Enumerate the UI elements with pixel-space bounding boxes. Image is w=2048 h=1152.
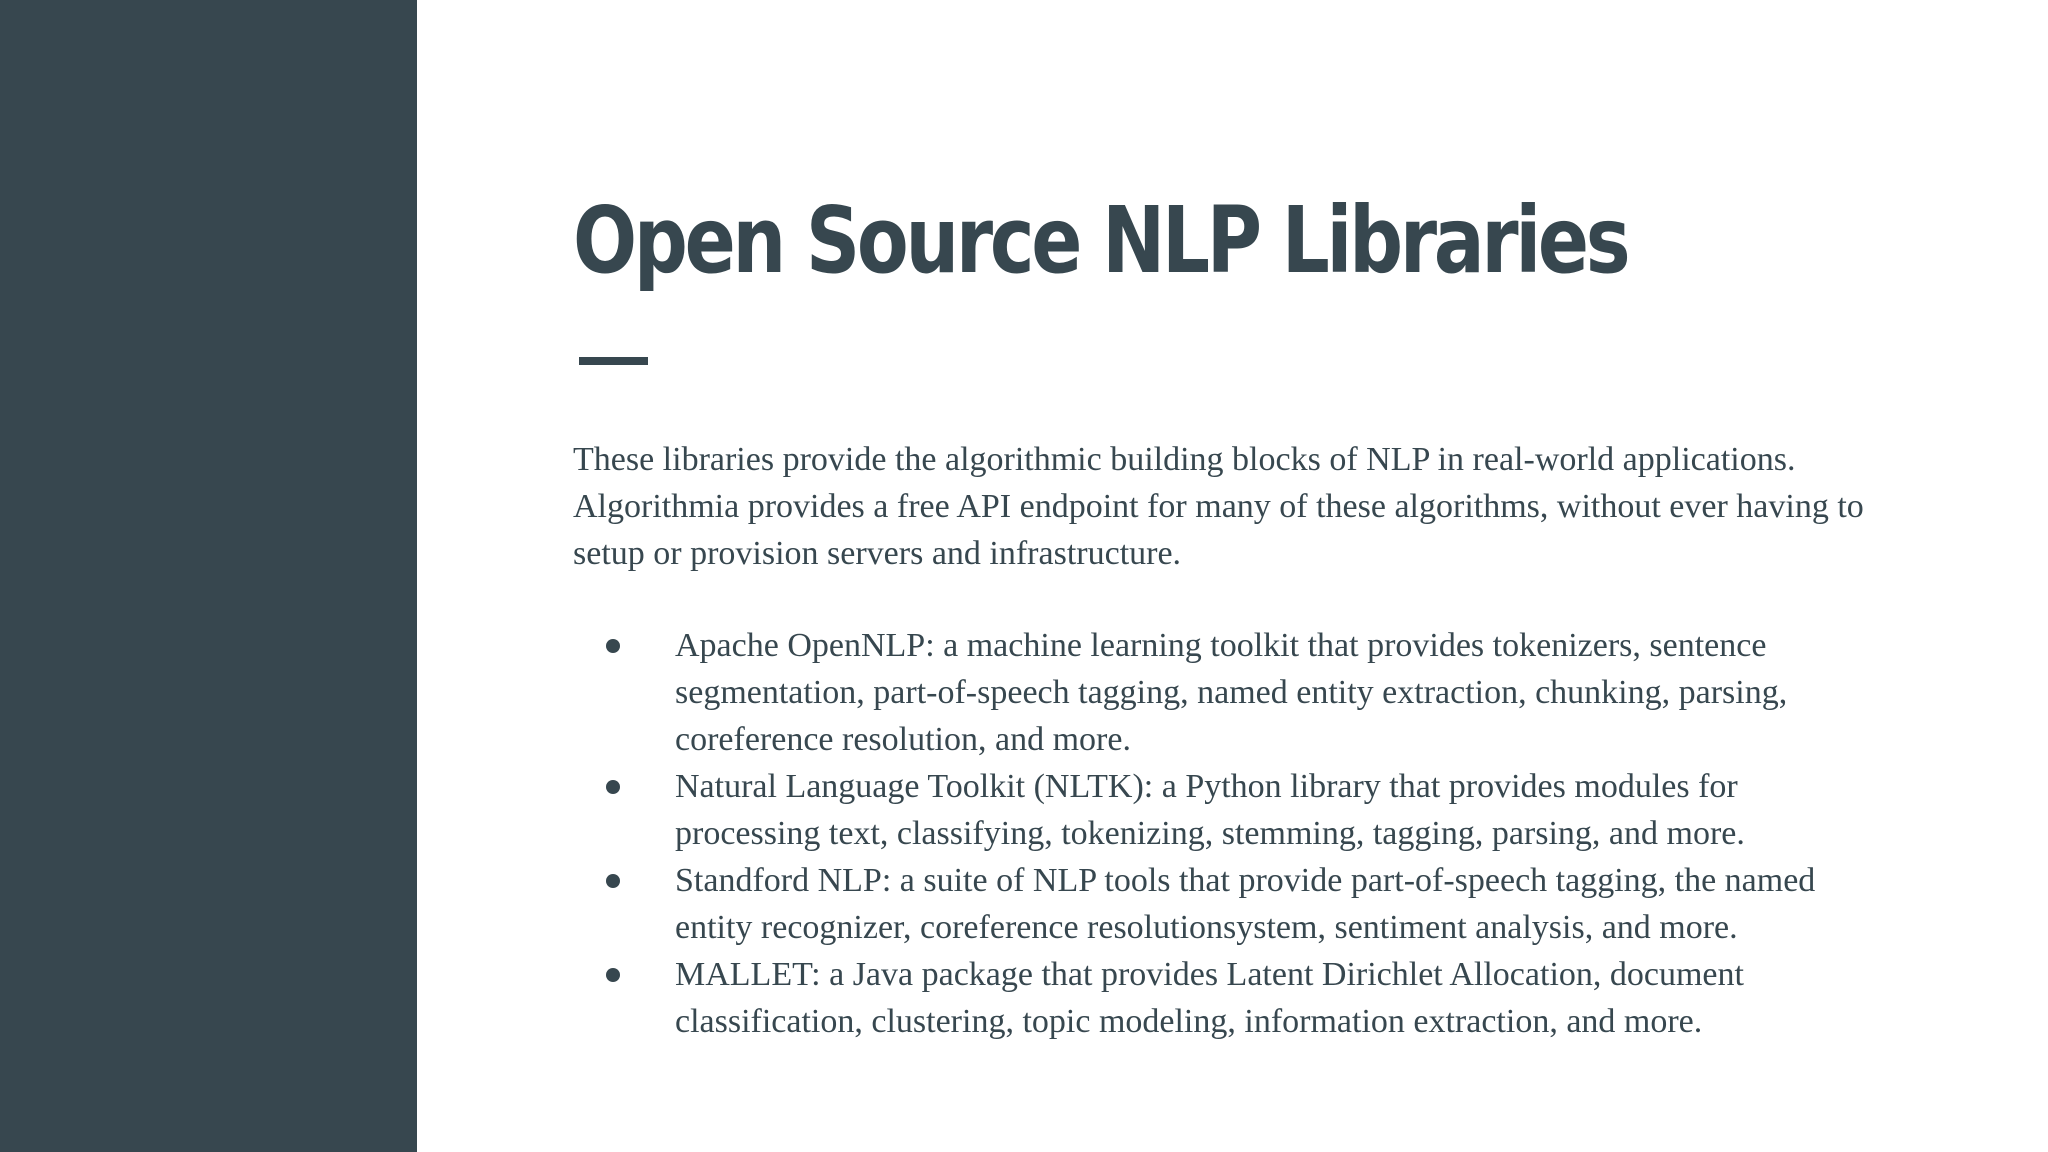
sidebar-panel (0, 0, 417, 1152)
bullet-icon (606, 639, 620, 653)
list-item-text: Standford NLP: a suite of NLP tools that provide part-of-speech tagging, the named entity recognizer, coreference resolutionsystem, sentiment analysis, and more. (675, 862, 1816, 946)
title-underline (579, 357, 648, 365)
list-item (573, 622, 1873, 763)
slide-content (573, 0, 1873, 1152)
bullet-icon (606, 968, 620, 982)
list-item-text: MALLET: a Java package that provides Latent Dirichlet Allocation, document classification, clustering, topic modeling, information extraction, and more. (675, 956, 1744, 1040)
list-item (573, 763, 1873, 857)
library-list (573, 622, 1873, 1045)
list-item (573, 857, 1873, 951)
list-item-text: Apache OpenNLP: a machine learning toolkit that provides tokenizers, sentence segmentation, part-of-speech tagging, named entity extraction, chunking, parsing, coreference resolution, and more. (675, 627, 1788, 758)
intro-paragraph: These libraries provide the algorithmic building blocks of NLP in real-world applications. Algorithmia provides a free API endpoint for many of these algorithms, without ever having to setup or provision servers and infrastructure. (573, 441, 1864, 572)
list-item-text: Natural Language Toolkit (NLTK): a Python library that provides modules for processing text, classifying, tokenizing, stemming, tagging, parsing, and more. (675, 768, 1745, 852)
bullet-icon (606, 780, 620, 794)
slide-title: Open Source NLP Libraries (573, 187, 1628, 294)
list-item (573, 951, 1873, 1045)
bullet-icon (606, 874, 620, 888)
